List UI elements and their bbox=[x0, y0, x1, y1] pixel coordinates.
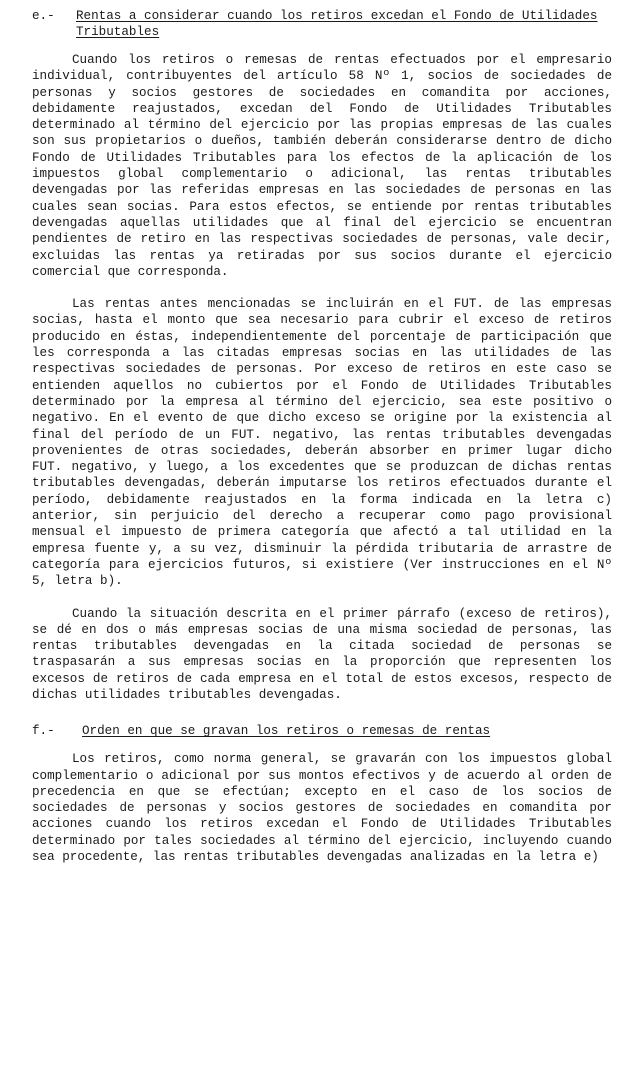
section-f-title: Orden en que se gravan los retiros o remesas de rentas bbox=[82, 724, 491, 739]
section-e-marker: e.- bbox=[32, 9, 55, 23]
section-f-marker: f.- bbox=[32, 724, 55, 739]
section-e-paragraph-1: Cuando los retiros o remesas de rentas efectuados por el empresario individual, contribuyentes del artículo 58 Nº 1, socios de sociedades de personas y socios gestores de sociedades en comandita por acciones, debidamente reajustados, excedan del Fondo de Utilidades Tributables determinado al término del ejercicio por las propias empresas de las cuales son sus propietarios o dueños, también deberán considerarse dentro de dicho Fondo de Utilidades Tributables para los efectos de la aplicación de los impuestos global complementario o adicional, las rentas tributables devengadas por las referidas empresas en las sociedades de personas en las cuales sean socias. Para estos efectos, se entiende por rentas tributables devengadas aquellas utilidades que al final del ejercicio se encuentran pendientes de retiro en las respectivas sociedades de personas, vale decir, excluidas las rentas ya retiradas por sus socios durante el ejercicio comercial que corresponda. bbox=[32, 53, 612, 279]
section-f-paragraph-1: Los retiros, como norma general, se gravarán con los impuestos global complementario o adicional por sus montos efectivos y de acuerdo al orden de precedencia en que se efectúan; excepto en el caso de los socios de sociedades de personas y socios gestores de sociedades en comandita por acciones cuando los retiros excedan el Fondo de Utilidades Tributables determinado por tales sociedades al término del ejercicio, incluyendo cuando sea procedente, las rentas tributables devengadas analizadas en la letra e) bbox=[32, 752, 612, 865]
section-e-paragraph-2: Las rentas antes mencionadas se incluirán en el FUT. de las empresas socias, hasta el monto que sea necesario para cubrir el exceso de retiros producido en éstas, independientemente del porcentaje de participación que les corresponda a las citadas empresas socias en las utilidades de las respectivas sociedades de personas. Por exceso de retiros en este caso se entienden aquellos no cubiertos por el Fondo de Utilidades Tributables determinado por la empresa al término del ejercicio, sea este positivo o negativo. En el evento de que dicho exceso se origine por la existencia al final del período de un FUT. negativo, las rentas tributables devengadas provenientes de otras sociedades, deberán absorber en primer lugar dicho FUT. negativo, y luego, a los excedentes que se produzcan de dichas rentas tributables devengadas, deberán imputarse los retiros efectuados durante el período, debidamente reajustados en la forma indicada en la letra c) anterior, sin perjuicio del derecho a recuperar como pago provisional mensual el impuesto de primera categoría que afectó a tal utilidad en la empresa fuente y, a su vez, disminuir la pérdida tributaria de arrastre de categoría para ejercicios futuros, si existiere (Ver instrucciones en el Nº 5, letra b). bbox=[32, 297, 612, 589]
section-e-paragraph-3: Cuando la situación descrita en el primer párrafo (exceso de retiros), se dé en dos o más empresas socias de una misma sociedad de personas, las rentas tributables devengadas en la citada sociedad de personas se traspasarán a sus empresas socias en la proporción que representen los excesos de retiros de cada empresa en el total de estos excesos, respecto de dichas utilidades tributables devengadas. bbox=[32, 606, 612, 702]
section-e-title: Rentas a considerar cuando los retiros excedan el Fondo de Utilidades Tributables bbox=[76, 9, 598, 39]
section-f-heading bbox=[32, 723, 612, 739]
section-e-heading bbox=[32, 8, 612, 40]
